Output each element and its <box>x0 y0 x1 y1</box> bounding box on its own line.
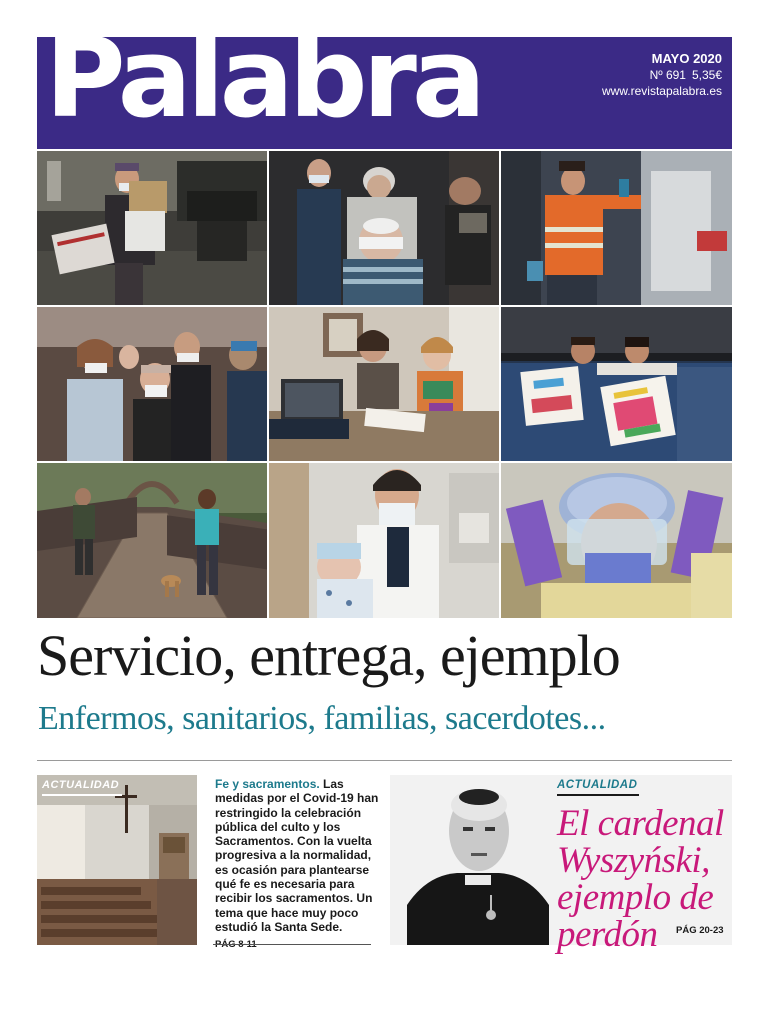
issue-info <box>602 51 722 98</box>
issue-number-price <box>602 68 722 82</box>
photo-homeschool <box>269 307 499 461</box>
cover-subheadline: Enfermos, sanitarios, familias, sacerdotes... <box>38 700 606 737</box>
photo-health-workers-waving <box>37 307 267 461</box>
masthead <box>37 14 732 149</box>
feature-title-line: El cardenal <box>557 803 724 844</box>
story-lead: Fe y sacramentos. <box>215 777 320 791</box>
website-link[interactable]: www.revistapalabra.es <box>601 84 722 98</box>
photo-elderly-patient <box>269 151 499 305</box>
story-fe-y-sacramentos <box>215 777 380 953</box>
tag-underline-right <box>557 794 639 796</box>
photo-bridge-walk <box>37 463 267 618</box>
magazine-logo: Palabra <box>45 14 482 142</box>
photo-children-drawings <box>501 307 732 461</box>
feature-title-line: ejemplo de <box>557 877 714 918</box>
photo-protective-gear <box>501 463 732 618</box>
feature-title-line: Wyszyński, <box>557 840 710 881</box>
story-body: Las medidas por el Covid-19 han restringido la celebración pública del culto y los Sacramentos. Con la vuelta progresiva a la normalidad, es ocasión para plantearse qué fe es necesaria para recibir los sacramentos. Un tema que hace muy poco estudió la Santa Sede. <box>215 777 379 934</box>
section-tag-actualidad-right: ACTUALIDAD <box>557 779 638 791</box>
photo-train-cleaner <box>501 151 732 305</box>
photo-church-interior <box>37 775 197 945</box>
story-rule <box>213 944 371 945</box>
photo-cardinal-portrait <box>407 775 549 945</box>
photo-grid <box>37 151 732 618</box>
issue-number: Nº 691 <box>649 68 686 82</box>
feature-page-ref: PÁG 20-23 <box>676 925 724 936</box>
story-page-ref <box>215 938 380 952</box>
photo-volunteer-delivery <box>37 151 267 305</box>
photo-doctor-newborn <box>269 463 499 618</box>
issue-date: MAYO 2020 <box>651 51 722 66</box>
feature-title-line: perdón <box>557 914 658 955</box>
cover-headline: Servicio, entrega, ejemplo <box>37 623 620 688</box>
section-tag-actualidad: ACTUALIDAD <box>42 779 120 791</box>
tag-underline <box>42 794 122 796</box>
issue-price: 5,35€ <box>691 68 722 82</box>
section-divider <box>37 760 732 761</box>
